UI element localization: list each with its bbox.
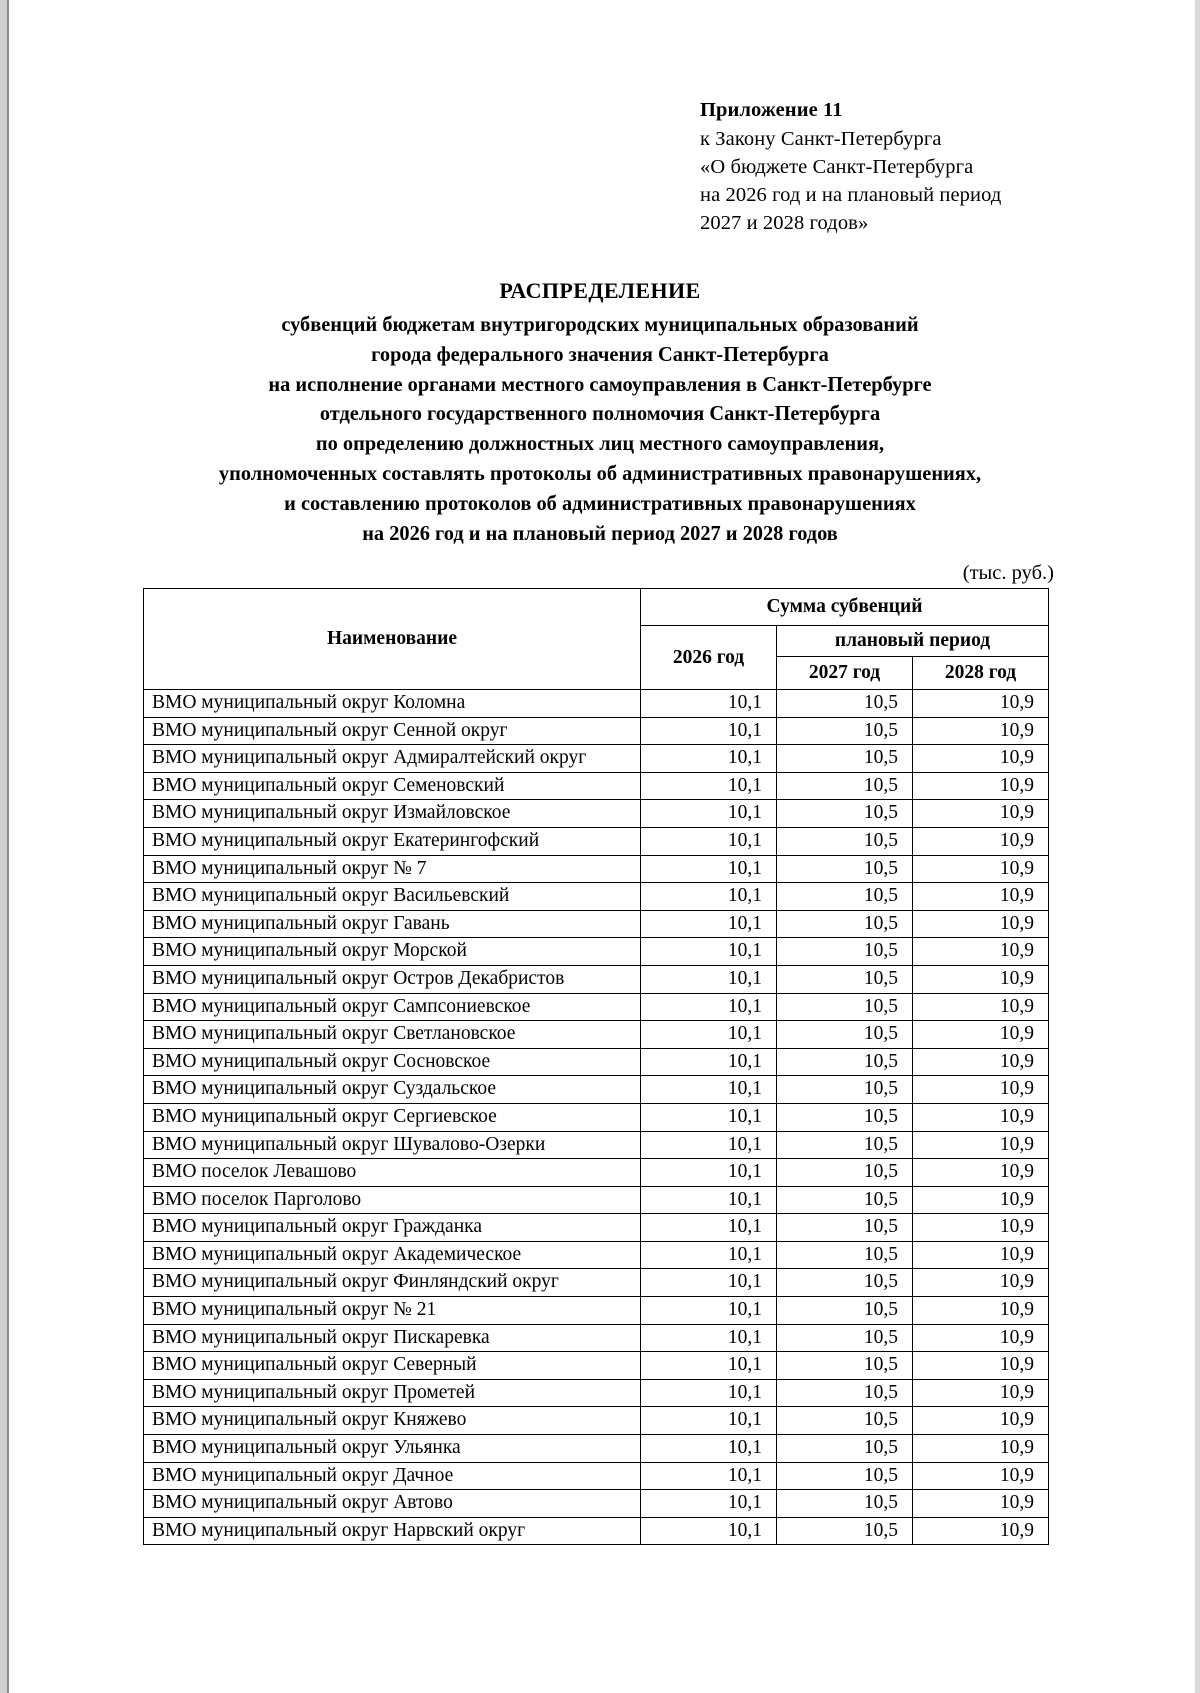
cell-amount-y2027: 10,5 — [777, 1048, 913, 1076]
cell-amount-y2028: 10,9 — [913, 1435, 1049, 1463]
cell-amount-y2026: 10,1 — [641, 855, 777, 883]
cell-amount-y2028: 10,9 — [913, 1324, 1049, 1352]
cell-amount-y2028: 10,9 — [913, 1159, 1049, 1187]
cell-municipality-name: ВМО муниципальный округ Финляндский округ — [144, 1269, 641, 1297]
cell-amount-y2027: 10,5 — [777, 1021, 913, 1049]
cell-amount-y2026: 10,1 — [641, 1435, 777, 1463]
cell-amount-y2028: 10,9 — [913, 1131, 1049, 1159]
cell-amount-y2027: 10,5 — [777, 1407, 913, 1435]
cell-amount-y2026: 10,1 — [641, 938, 777, 966]
cell-amount-y2028: 10,9 — [913, 965, 1049, 993]
cell-municipality-name: ВМО муниципальный округ Светлановское — [144, 1021, 641, 1049]
table-row — [144, 1021, 1049, 1049]
cell-municipality-name: ВМО муниципальный округ Прометей — [144, 1379, 641, 1407]
cell-amount-y2027: 10,5 — [777, 1214, 913, 1242]
cell-municipality-name: ВМО муниципальный округ Гавань — [144, 910, 641, 938]
appendix-line-1: к Закону Санкт-Петербурга — [700, 128, 942, 151]
cell-amount-y2028: 10,9 — [913, 827, 1049, 855]
cell-amount-y2027: 10,5 — [777, 827, 913, 855]
cell-amount-y2026: 10,1 — [641, 910, 777, 938]
subventions-table — [143, 588, 1049, 1545]
table-row — [144, 1214, 1049, 1242]
cell-amount-y2026: 10,1 — [641, 800, 777, 828]
cell-amount-y2026: 10,1 — [641, 1103, 777, 1131]
cell-amount-y2027: 10,5 — [777, 993, 913, 1021]
cell-municipality-name: ВМО муниципальный округ Автово — [144, 1490, 641, 1518]
cell-municipality-name: ВМО муниципальный округ Васильевский — [144, 883, 641, 911]
cell-amount-y2028: 10,9 — [913, 1297, 1049, 1325]
table-row — [144, 1159, 1049, 1187]
cell-amount-y2027: 10,5 — [777, 1379, 913, 1407]
document-title-block — [60, 278, 1140, 549]
column-header-sum-group: Сумма субвенций — [641, 589, 1049, 626]
cell-municipality-name: ВМО муниципальный округ Морской — [144, 938, 641, 966]
cell-amount-y2026: 10,1 — [641, 745, 777, 773]
cell-municipality-name: ВМО муниципальный округ Академическое — [144, 1241, 641, 1269]
cell-municipality-name: ВМО поселок Парголово — [144, 1186, 641, 1214]
appendix-line-2: «О бюджете Санкт-Петербурга — [700, 156, 974, 179]
cell-municipality-name: ВМО муниципальный округ Княжево — [144, 1407, 641, 1435]
cell-amount-y2028: 10,9 — [913, 745, 1049, 773]
cell-amount-y2028: 10,9 — [913, 1490, 1049, 1518]
cell-amount-y2028: 10,9 — [913, 772, 1049, 800]
cell-amount-y2028: 10,9 — [913, 1269, 1049, 1297]
table-row — [144, 1076, 1049, 1104]
cell-amount-y2027: 10,5 — [777, 910, 913, 938]
table-row — [144, 1241, 1049, 1269]
table-row — [144, 1379, 1049, 1407]
cell-amount-y2026: 10,1 — [641, 1517, 777, 1545]
table-row — [144, 855, 1049, 883]
cell-amount-y2027: 10,5 — [777, 1076, 913, 1104]
table-row — [144, 993, 1049, 1021]
cell-municipality-name: ВМО муниципальный округ Сосновское — [144, 1048, 641, 1076]
column-header-year-2026: 2026 год — [641, 626, 777, 690]
column-header-year-2028: 2028 год — [913, 657, 1049, 690]
title-line-1: субвенций бюджетам внутригородских муниципальных образований — [281, 312, 919, 336]
cell-municipality-name: ВМО муниципальный округ Сампсониевское — [144, 993, 641, 1021]
cell-municipality-name: ВМО поселок Левашово — [144, 1159, 641, 1187]
cell-amount-y2027: 10,5 — [777, 938, 913, 966]
table-row — [144, 800, 1049, 828]
appendix-line-4: 2027 и 2028 годов» — [700, 212, 869, 235]
cell-amount-y2027: 10,5 — [777, 1490, 913, 1518]
table-header-row-1 — [144, 589, 1049, 626]
cell-municipality-name: ВМО муниципальный округ Дачное — [144, 1462, 641, 1490]
title-line-7: и составлению протоколов об административных правонарушениях — [284, 490, 916, 515]
title-line-6: уполномоченных составлять протоколы об административных правонарушениях, — [218, 461, 982, 486]
table-row — [144, 1462, 1049, 1490]
cell-amount-y2027: 10,5 — [777, 745, 913, 773]
cell-amount-y2027: 10,5 — [777, 1186, 913, 1214]
cell-amount-y2026: 10,1 — [641, 1462, 777, 1490]
cell-amount-y2026: 10,1 — [641, 1490, 777, 1518]
cell-municipality-name: ВМО муниципальный округ Остров Декабристов — [144, 965, 641, 993]
table-row — [144, 965, 1049, 993]
cell-amount-y2027: 10,5 — [777, 1435, 913, 1463]
table-row — [144, 910, 1049, 938]
table-row — [144, 883, 1049, 911]
table-row — [144, 1131, 1049, 1159]
cell-amount-y2028: 10,9 — [913, 717, 1049, 745]
cell-municipality-name: ВМО муниципальный округ № 21 — [144, 1297, 641, 1325]
units-note: (тыс. руб.) — [962, 562, 1054, 584]
table-head — [144, 589, 1049, 690]
cell-municipality-name: ВМО муниципальный округ Нарвский округ — [144, 1517, 641, 1545]
cell-amount-y2027: 10,5 — [777, 800, 913, 828]
cell-amount-y2026: 10,1 — [641, 827, 777, 855]
appendix-reference-block — [700, 96, 1120, 237]
cell-amount-y2026: 10,1 — [641, 1352, 777, 1380]
cell-amount-y2026: 10,1 — [641, 772, 777, 800]
cell-amount-y2028: 10,9 — [913, 910, 1049, 938]
appendix-line-3: на 2026 год и на плановый период — [700, 184, 1002, 207]
cell-municipality-name: ВМО муниципальный округ Суздальское — [144, 1076, 641, 1104]
cell-amount-y2027: 10,5 — [777, 1352, 913, 1380]
cell-amount-y2027: 10,5 — [777, 1517, 913, 1545]
cell-amount-y2028: 10,9 — [913, 1462, 1049, 1490]
cell-amount-y2028: 10,9 — [913, 993, 1049, 1021]
table-row — [144, 1186, 1049, 1214]
cell-amount-y2028: 10,9 — [913, 938, 1049, 966]
cell-amount-y2027: 10,5 — [777, 855, 913, 883]
cell-amount-y2027: 10,5 — [777, 690, 913, 718]
table-row — [144, 1435, 1049, 1463]
cell-amount-y2027: 10,5 — [777, 1241, 913, 1269]
table-row — [144, 1103, 1049, 1131]
cell-amount-y2026: 10,1 — [641, 883, 777, 911]
cell-amount-y2027: 10,5 — [777, 1297, 913, 1325]
cell-amount-y2028: 10,9 — [913, 1214, 1049, 1242]
cell-amount-y2026: 10,1 — [641, 717, 777, 745]
cell-amount-y2026: 10,1 — [641, 1324, 777, 1352]
cell-amount-y2027: 10,5 — [777, 1269, 913, 1297]
cell-amount-y2028: 10,9 — [913, 690, 1049, 718]
cell-amount-y2028: 10,9 — [913, 800, 1049, 828]
title-line-3: на исполнение органами местного самоуправления в Санкт-Петербурге — [268, 371, 932, 396]
table-row — [144, 1490, 1049, 1518]
cell-amount-y2028: 10,9 — [913, 1407, 1049, 1435]
appendix-number: Приложение 11 — [700, 99, 843, 121]
title-line-4: отдельного государственного полномочия Санкт-Петербурга — [319, 401, 881, 426]
cell-municipality-name: ВМО муниципальный округ Сенной округ — [144, 717, 641, 745]
cell-amount-y2028: 10,9 — [913, 1048, 1049, 1076]
cell-amount-y2027: 10,5 — [777, 1131, 913, 1159]
cell-amount-y2026: 10,1 — [641, 1407, 777, 1435]
table-row — [144, 1297, 1049, 1325]
cell-amount-y2026: 10,1 — [641, 993, 777, 1021]
cell-amount-y2026: 10,1 — [641, 1131, 777, 1159]
page-title: РАСПРЕДЕЛЕНИЕ — [499, 278, 701, 303]
cell-amount-y2027: 10,5 — [777, 1159, 913, 1187]
table-row — [144, 1407, 1049, 1435]
table-row — [144, 827, 1049, 855]
cell-amount-y2026: 10,1 — [641, 1021, 777, 1049]
table-row — [144, 938, 1049, 966]
cell-amount-y2027: 10,5 — [777, 1103, 913, 1131]
table-row — [144, 1269, 1049, 1297]
cell-municipality-name: ВМО муниципальный округ № 7 — [144, 855, 641, 883]
cell-amount-y2027: 10,5 — [777, 772, 913, 800]
cell-amount-y2028: 10,9 — [913, 1186, 1049, 1214]
cell-amount-y2028: 10,9 — [913, 1076, 1049, 1104]
table-row — [144, 690, 1049, 718]
cell-municipality-name: ВМО муниципальный округ Измайловское — [144, 800, 641, 828]
cell-amount-y2028: 10,9 — [913, 1241, 1049, 1269]
cell-amount-y2028: 10,9 — [913, 1352, 1049, 1380]
table-row — [144, 745, 1049, 773]
cell-amount-y2026: 10,1 — [641, 1186, 777, 1214]
table-row — [144, 1048, 1049, 1076]
table-row — [144, 1517, 1049, 1545]
cell-municipality-name: ВМО муниципальный округ Пискаревка — [144, 1324, 641, 1352]
cell-municipality-name: ВМО муниципальный округ Адмиралтейский округ — [144, 745, 641, 773]
cell-amount-y2028: 10,9 — [913, 1379, 1049, 1407]
cell-amount-y2026: 10,1 — [641, 1379, 777, 1407]
cell-municipality-name: ВМО муниципальный округ Гражданка — [144, 1214, 641, 1242]
table-row — [144, 772, 1049, 800]
cell-amount-y2026: 10,1 — [641, 1269, 777, 1297]
title-line-5: по определению должностных лиц местного самоуправления, — [315, 431, 885, 456]
column-header-name: Наименование — [144, 589, 641, 690]
cell-amount-y2026: 10,1 — [641, 1076, 777, 1104]
cell-municipality-name: ВМО муниципальный округ Шувалово-Озерки — [144, 1131, 641, 1159]
column-header-plan-group: плановый период — [777, 626, 1049, 657]
cell-amount-y2027: 10,5 — [777, 1462, 913, 1490]
subventions-table-wrapper — [143, 588, 1048, 1545]
cell-municipality-name: ВМО муниципальный округ Екатерингофский — [144, 827, 641, 855]
table-body — [144, 690, 1049, 1545]
cell-amount-y2026: 10,1 — [641, 1048, 777, 1076]
cell-amount-y2026: 10,1 — [641, 690, 777, 718]
cell-amount-y2026: 10,1 — [641, 1159, 777, 1187]
table-row — [144, 1324, 1049, 1352]
cell-amount-y2026: 10,1 — [641, 965, 777, 993]
cell-municipality-name: ВМО муниципальный округ Ульянка — [144, 1435, 641, 1463]
cell-amount-y2027: 10,5 — [777, 1324, 913, 1352]
cell-municipality-name: ВМО муниципальный округ Сергиевское — [144, 1103, 641, 1131]
cell-municipality-name: ВМО муниципальный округ Семеновский — [144, 772, 641, 800]
cell-amount-y2028: 10,9 — [913, 1517, 1049, 1545]
title-line-2: города федерального значения Санкт-Петербурга — [371, 341, 829, 366]
cell-amount-y2028: 10,9 — [913, 855, 1049, 883]
cell-amount-y2026: 10,1 — [641, 1241, 777, 1269]
cell-amount-y2028: 10,9 — [913, 1103, 1049, 1131]
table-row — [144, 717, 1049, 745]
cell-amount-y2027: 10,5 — [777, 717, 913, 745]
cell-municipality-name: ВМО муниципальный округ Коломна — [144, 690, 641, 718]
cell-amount-y2027: 10,5 — [777, 965, 913, 993]
column-header-year-2027: 2027 год — [777, 657, 913, 690]
cell-amount-y2026: 10,1 — [641, 1297, 777, 1325]
title-line-8: на 2026 год и на плановый период 2027 и 2028 годов — [362, 520, 838, 545]
cell-amount-y2028: 10,9 — [913, 883, 1049, 911]
table-row — [144, 1352, 1049, 1380]
cell-amount-y2027: 10,5 — [777, 883, 913, 911]
cell-amount-y2026: 10,1 — [641, 1214, 777, 1242]
cell-amount-y2028: 10,9 — [913, 1021, 1049, 1049]
cell-municipality-name: ВМО муниципальный округ Северный — [144, 1352, 641, 1380]
